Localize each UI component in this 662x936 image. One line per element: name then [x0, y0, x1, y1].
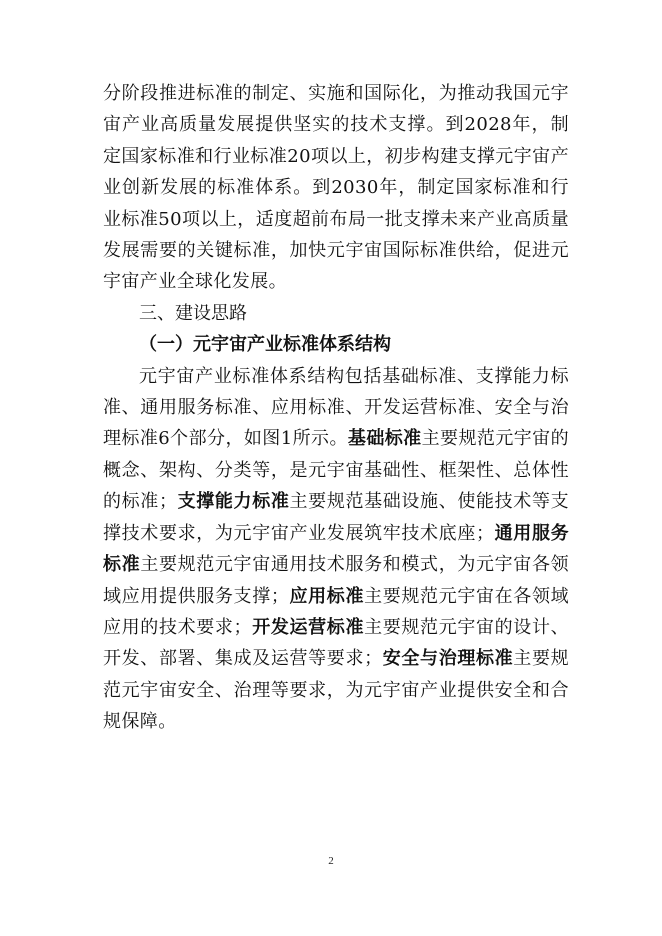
structure-intro: 元宇宙产业标准体系结构包括基础标准、支撑能力标准、通用服务标准、应用标准、开发运营标准、安全与治理标准6个部分，如图1所示。: [103, 365, 569, 450]
term-general-service-standards: 通用服务标准: [103, 522, 569, 576]
paragraph-goals: 分阶段推进标准的制定、实施和国际化，为推动我国元宇宙产业高质量发展提供坚实的技术支撑。到2028年，制定国家标准和行业标准20项以上，初步构建支撑元宇宙产业创新发展的标准体系。到2030年，制定国家标准和行业标准50项以上，适度超前布局一批支撑未来产业高质量发展需要的关键标准，加快元宇宙国际标准供给，促进元宇宙产业全球化发展。: [103, 83, 569, 293]
document-body: [103, 78, 569, 738]
term-development-operation-standards: 开发运营标准: [251, 616, 365, 638]
desc-application-standards: 主要规范元宇宙在各领域应用的技术要求；: [103, 585, 570, 638]
page-number: 2: [328, 855, 334, 867]
desc-general-service-standards: 主要规范元宇宙通用技术服务和模式，为元宇宙各领域应用提供服务支撑；: [103, 554, 569, 607]
desc-development-operation-standards: 主要规范元宇宙的设计、开发、部署、集成及运营等要求；: [103, 616, 570, 670]
desc-security-governance-standards: 主要规范元宇宙安全、治理等要求，为元宇宙产业提供安全和合规保障。: [103, 648, 569, 733]
subsection-heading: （一）元宇宙产业标准体系结构: [139, 334, 391, 356]
paragraph-structure: [103, 361, 569, 738]
desc-basic-standards: 主要规范元宇宙的概念、架构、分类等，是元宇宙基础性、框架性、总体性的标准；: [103, 428, 569, 513]
term-support-capability-standards: 支撑能力标准: [177, 491, 290, 513]
desc-support-capability-standards: 主要规范基础设施、使能技术等支撑技术要求，为元宇宙产业发展筑牢技术底座；: [103, 491, 570, 544]
term-security-governance-standards: 安全与治理标准: [382, 648, 514, 670]
section-heading: 三、建设思路: [139, 302, 247, 324]
term-application-standards: 应用标准: [289, 585, 365, 607]
term-basic-standards: 基础标准: [347, 428, 422, 450]
